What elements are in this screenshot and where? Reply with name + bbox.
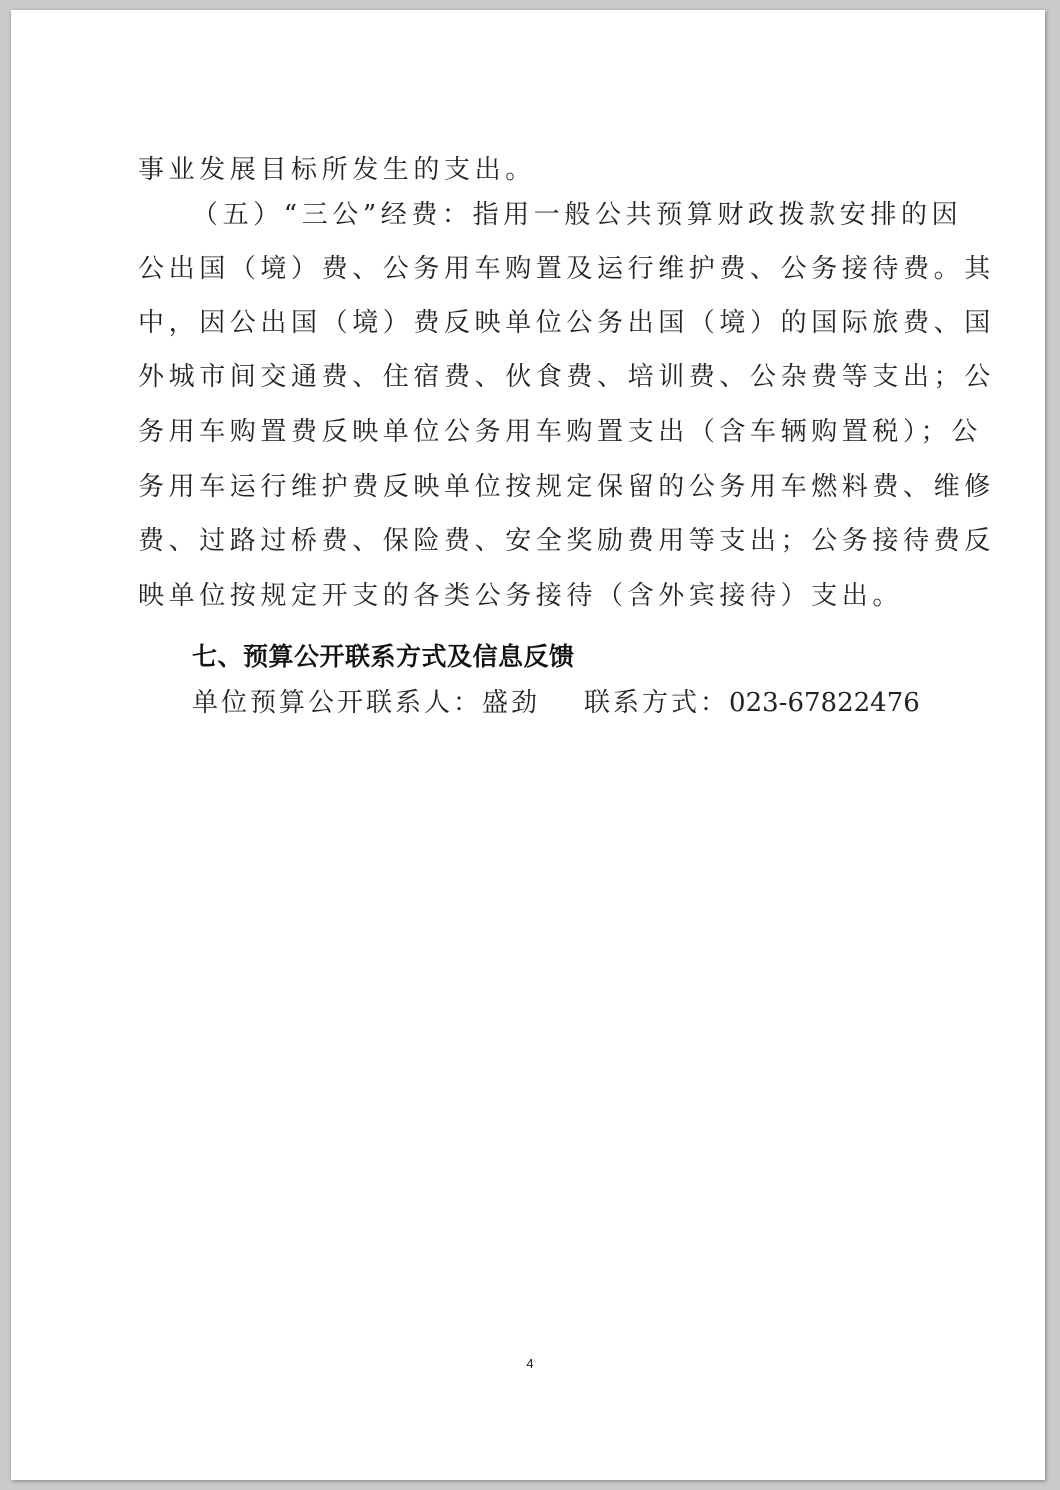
paragraph-line: 映单位按规定开支的各类公务接待（含外宾接待）支出。 <box>138 581 904 611</box>
paragraph-line: 务用车运行维护费反映单位按规定保留的公务用车燃料费、维修 <box>138 472 995 502</box>
section-heading: 七、预算公开联系方式及信息反馈 <box>192 642 575 671</box>
page-number: 4 <box>526 1356 534 1371</box>
paragraph-line: 中，因公出国（境）费反映单位公务出国（境）的国际旅费、国 <box>138 308 995 338</box>
paragraph-line: 费、过路过桥费、保险费、安全奖励费用等支出；公务接待费反 <box>138 526 995 556</box>
paragraph-line: （五）“三公”经费：指用一般公共预算财政拨款安排的因 <box>192 200 963 230</box>
contact-phone: 023-67822476 <box>729 688 920 718</box>
contact-person: 单位预算公开联系人：盛劲 <box>192 688 541 718</box>
contact-phone-label: 联系方式： <box>584 688 730 718</box>
paragraph-line: 务用车购置费反映单位公务用车购置支出（含车辆购置税）；公 <box>138 417 982 447</box>
paragraph-line: 公出国（境）费、公务用车购置及运行维护费、公务接待费。其 <box>138 254 995 284</box>
contact-line <box>192 687 920 719</box>
paragraph-line: 外城市间交通费、住宿费、伙食费、培训费、公杂费等支出；公 <box>138 362 995 392</box>
paragraph-line: 事业发展目标所发生的支出。 <box>138 155 536 185</box>
